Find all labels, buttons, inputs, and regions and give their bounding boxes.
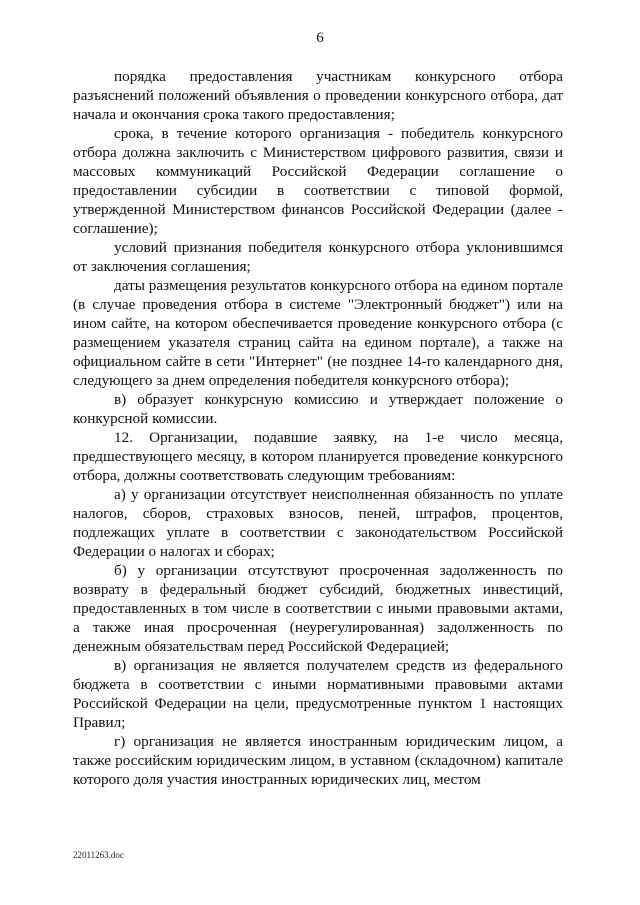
paragraph: а) у организации отсутствует неисполненная обязанность по уплате налогов, сборов, страховых взносов, пеней, штрафов, процентов, подлежащих уплате в соответствии с законодательством Российской Федерации о налогах и сборах; [73,486,563,560]
paragraph: в) образует конкурсную комиссию и утверждает положение о конкурсной комиссии. [73,391,563,427]
paragraph: 12. Организации, подавшие заявку, на 1-е число месяца, предшествующего месяцу, в котором планируется проведение конкурсного отбора, должны соответствовать следующим требованиям: [73,429,563,484]
paragraph: г) организация не является иностранным юридическим лицом, а также российским юридическим лицом, в уставном (складочном) капитале которого доля участия иностранных юридических лиц, местом [73,733,563,788]
paragraph: даты размещения результатов конкурсного отбора на едином портале (в случае проведения отбора в системе "Электронный бюджет") или на ином сайте, на котором обеспечивается проведение конкурсного отбора (с размещением указателя страниц сайта на едином портале), а также на официальном сайте в сети "Интернет" (не позднее 14-го календарного дня, следующего за днем определения победителя конкурсного отбора); [73,277,563,389]
paragraph: в) организация не является получателем средств из федерального бюджета в соответствии с иными нормативными правовыми актами Российской Федерации на цели, предусмотренные пунктом 1 настоящих Правил; [73,657,563,731]
paragraph: условий признания победителя конкурсного отбора уклонившимся от заключения соглашения; [73,239,563,275]
document-footer-code: 22011263.doc [73,850,124,860]
paragraph: б) у организации отсутствуют просроченная задолженность по возврату в федеральный бюджет субсидий, бюджетных инвестиций, предоставленных в том числе в соответствии с иными правовыми актами, а также иная просроченная (неурегулированная) задолженность по денежным обязательствам перед Российской Федерацией; [73,562,563,655]
paragraph: срока, в течение которого организация - победитель конкурсного отбора должна заключить с Министерством цифрового развития, связи и массовых коммуникаций Российской Федерации соглашение о предоставлении субсидии в соответствии с типовой формой, утвержденной Министерством финансов Российской Федерации (далее - соглашение); [73,125,563,237]
page-number: 6 [316,30,324,46]
paragraph: порядка предоставления участникам конкурсного отбора разъяснений положений объявления о проведении конкурсного отбора, дат начала и окончания срока такого предоставления; [73,68,563,123]
document-body [73,67,563,789]
